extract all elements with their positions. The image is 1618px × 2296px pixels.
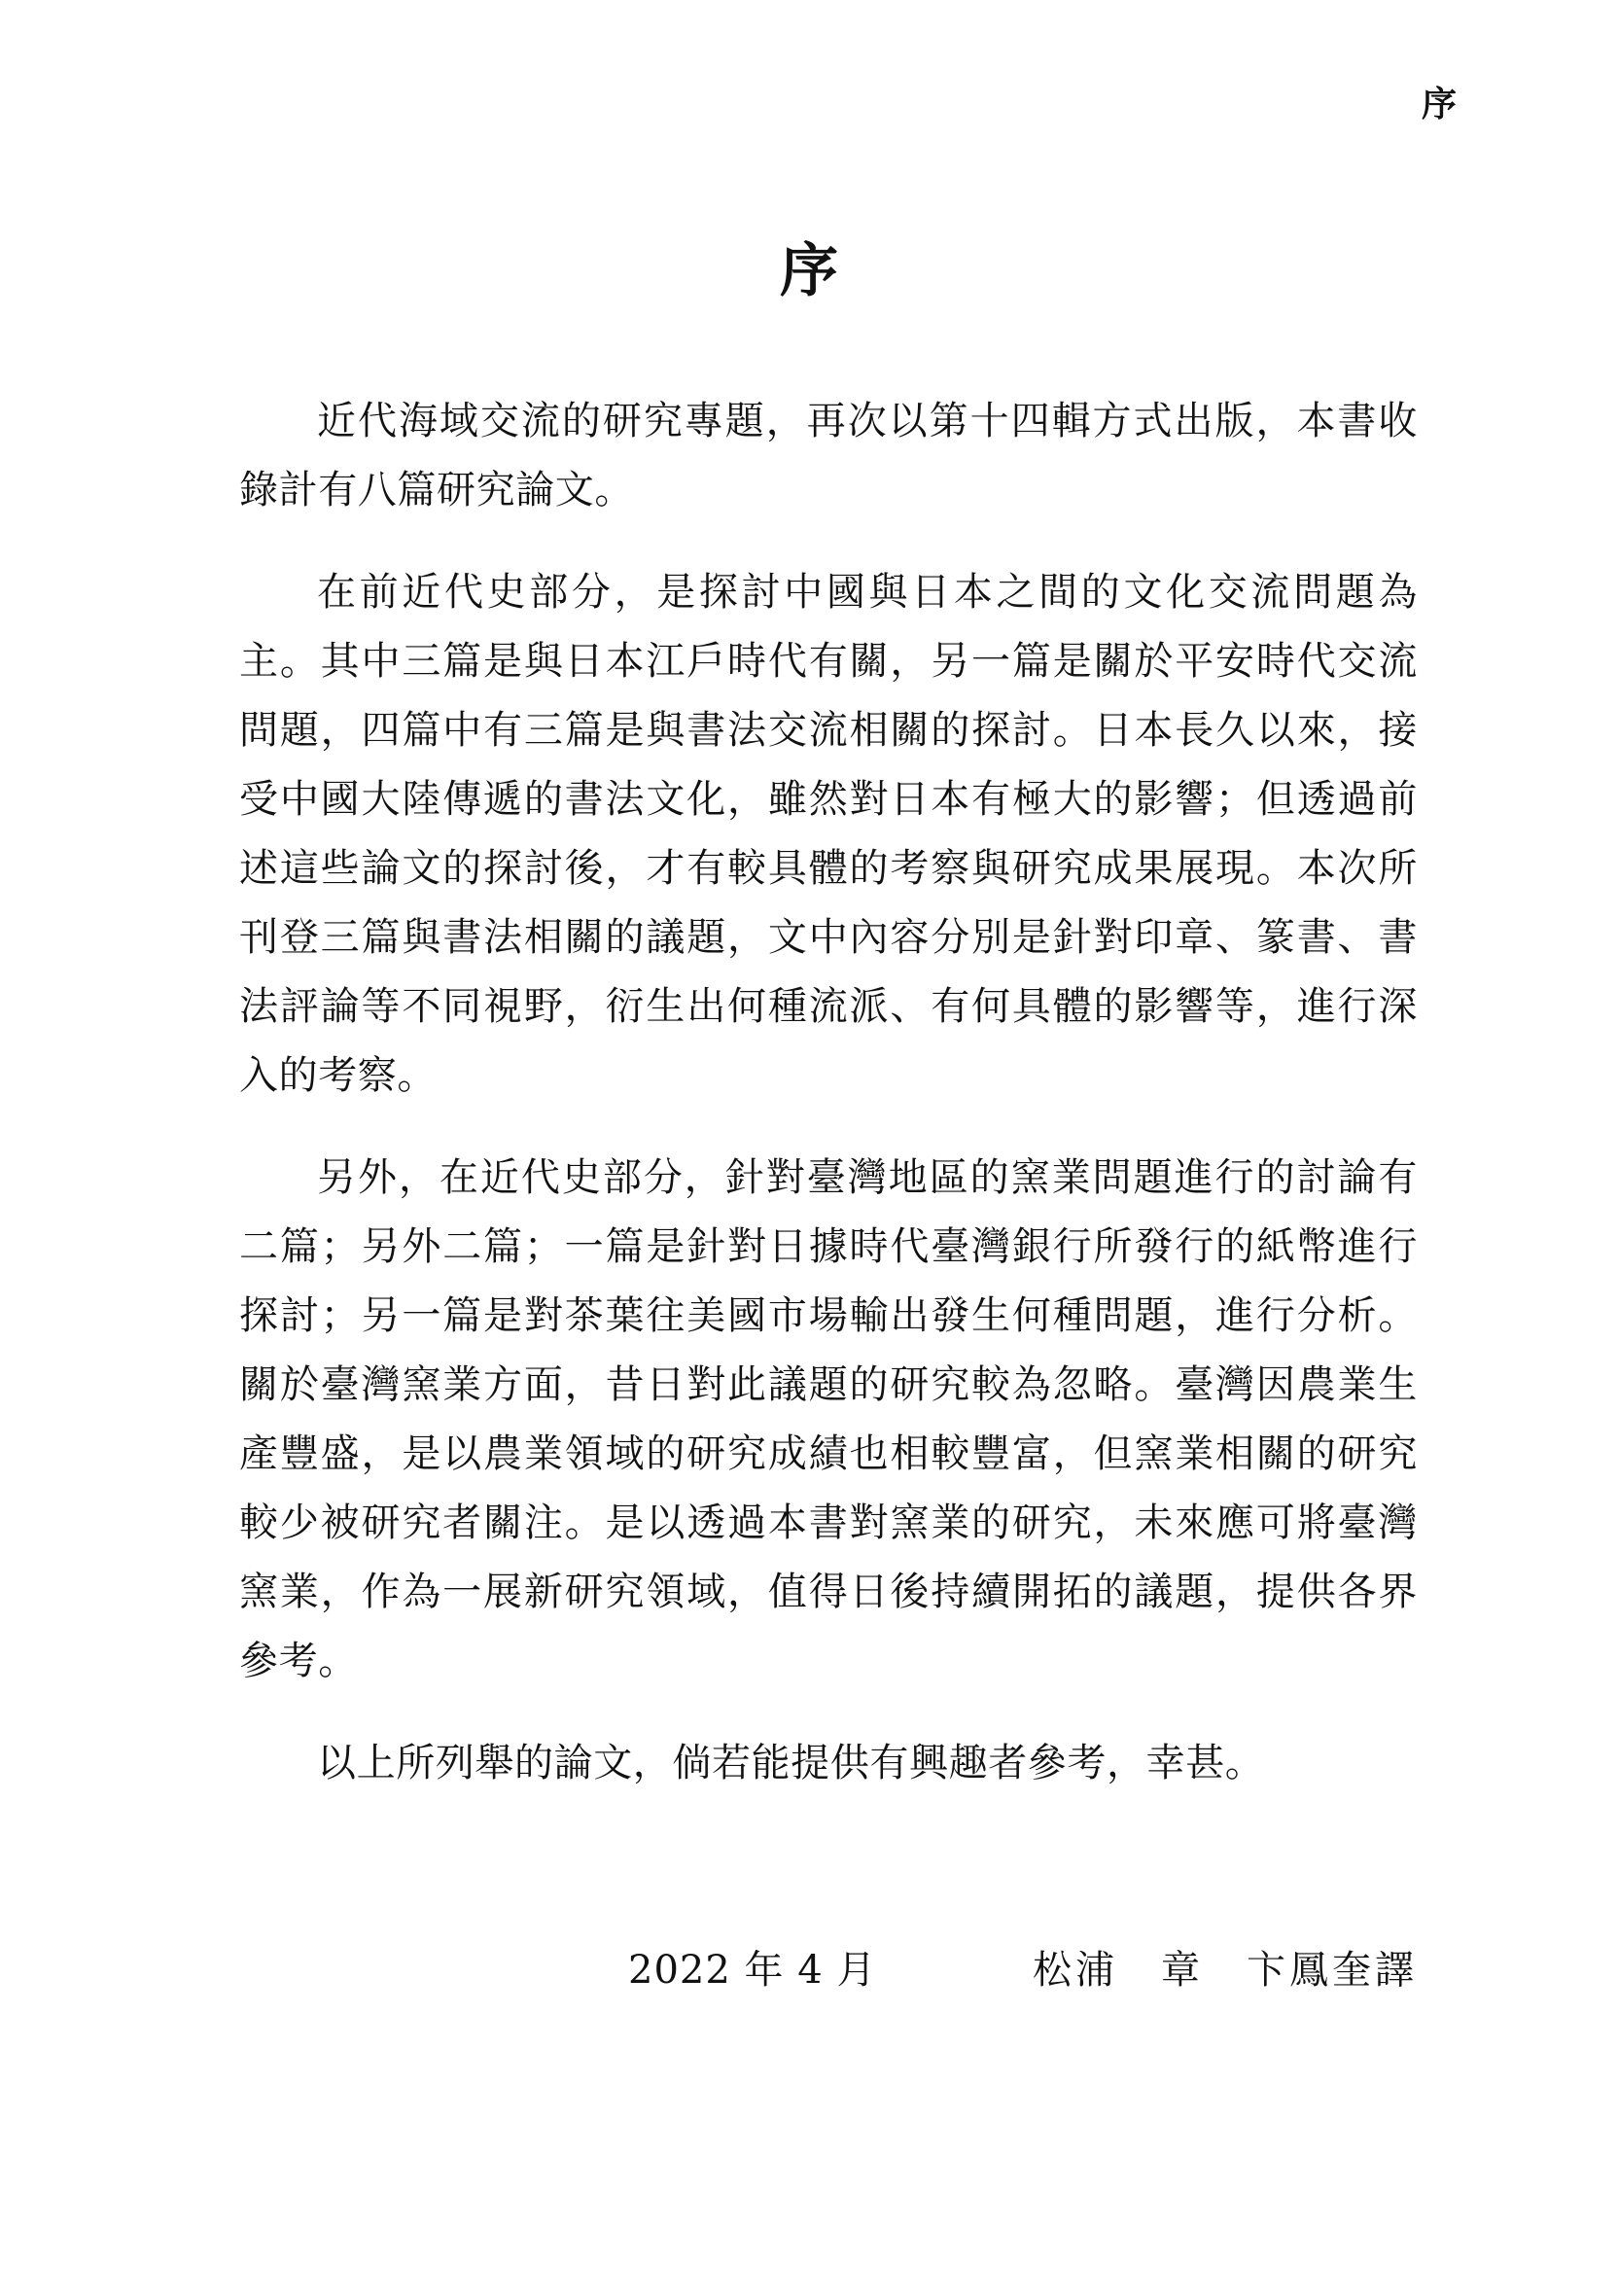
paragraph-premodern: 在前近代史部分，是探討中國與日本之間的文化交流問題為主。其中三篇是與日本江戶時代有關，另一篇是關於平安時代交流問題，四篇中有三篇是與書法交流相關的探討。日本長久以來，接受中國大陸傳遞的書法文化，雖然對日本有極大的影響；但透過前述這些論文的探討後，才有較具體的考察與研究成果展現。本次所刊登三篇與書法相關的議題，文中內容分別是針對印章、篆書、書法評論等不同視野，衍生出何種流派、有何具體的影響等，進行深入的考察。 xyxy=(239,570,1418,1098)
running-head: 序 xyxy=(1421,85,1457,124)
signature-author: 松浦 章 卞鳳奎譯 xyxy=(1033,1948,1418,1993)
signature-date: 2022 年 4 月 xyxy=(628,1948,877,1993)
paragraph-intro: 近代海域交流的研究專題，再次以第十四輯方式出版，本書收錄計有八篇研究論文。 xyxy=(239,399,1418,512)
paragraph-closing: 以上所列舉的論文，倘若能提供有興趣者參考，幸甚。 xyxy=(317,1741,1265,1785)
signature-line xyxy=(628,1941,1418,1999)
paragraph-modern: 另外，在近代史部分，針對臺灣地區的窯業問題進行的討論有二篇；另外二篇；一篇是針對日據時代臺灣銀行所發行的紙幣進行探討；另一篇是對茶葉往美國市場輸出發生何種問題，進行分析。關於臺灣窯業方面，昔日對此議題的研究較為忽略。臺灣因農業生產豐盛，是以農業領域的研究成績也相較豐富，但窯業相關的研究較少被研究者關注。是以透過本書對窯業的研究，未來應可將臺灣窯業，作為一展新研究領域，值得日後持續開拓的議題，提供各界參考。 xyxy=(239,1155,1418,1683)
page-title: 序 xyxy=(780,237,838,305)
preface-body xyxy=(239,387,1418,1831)
